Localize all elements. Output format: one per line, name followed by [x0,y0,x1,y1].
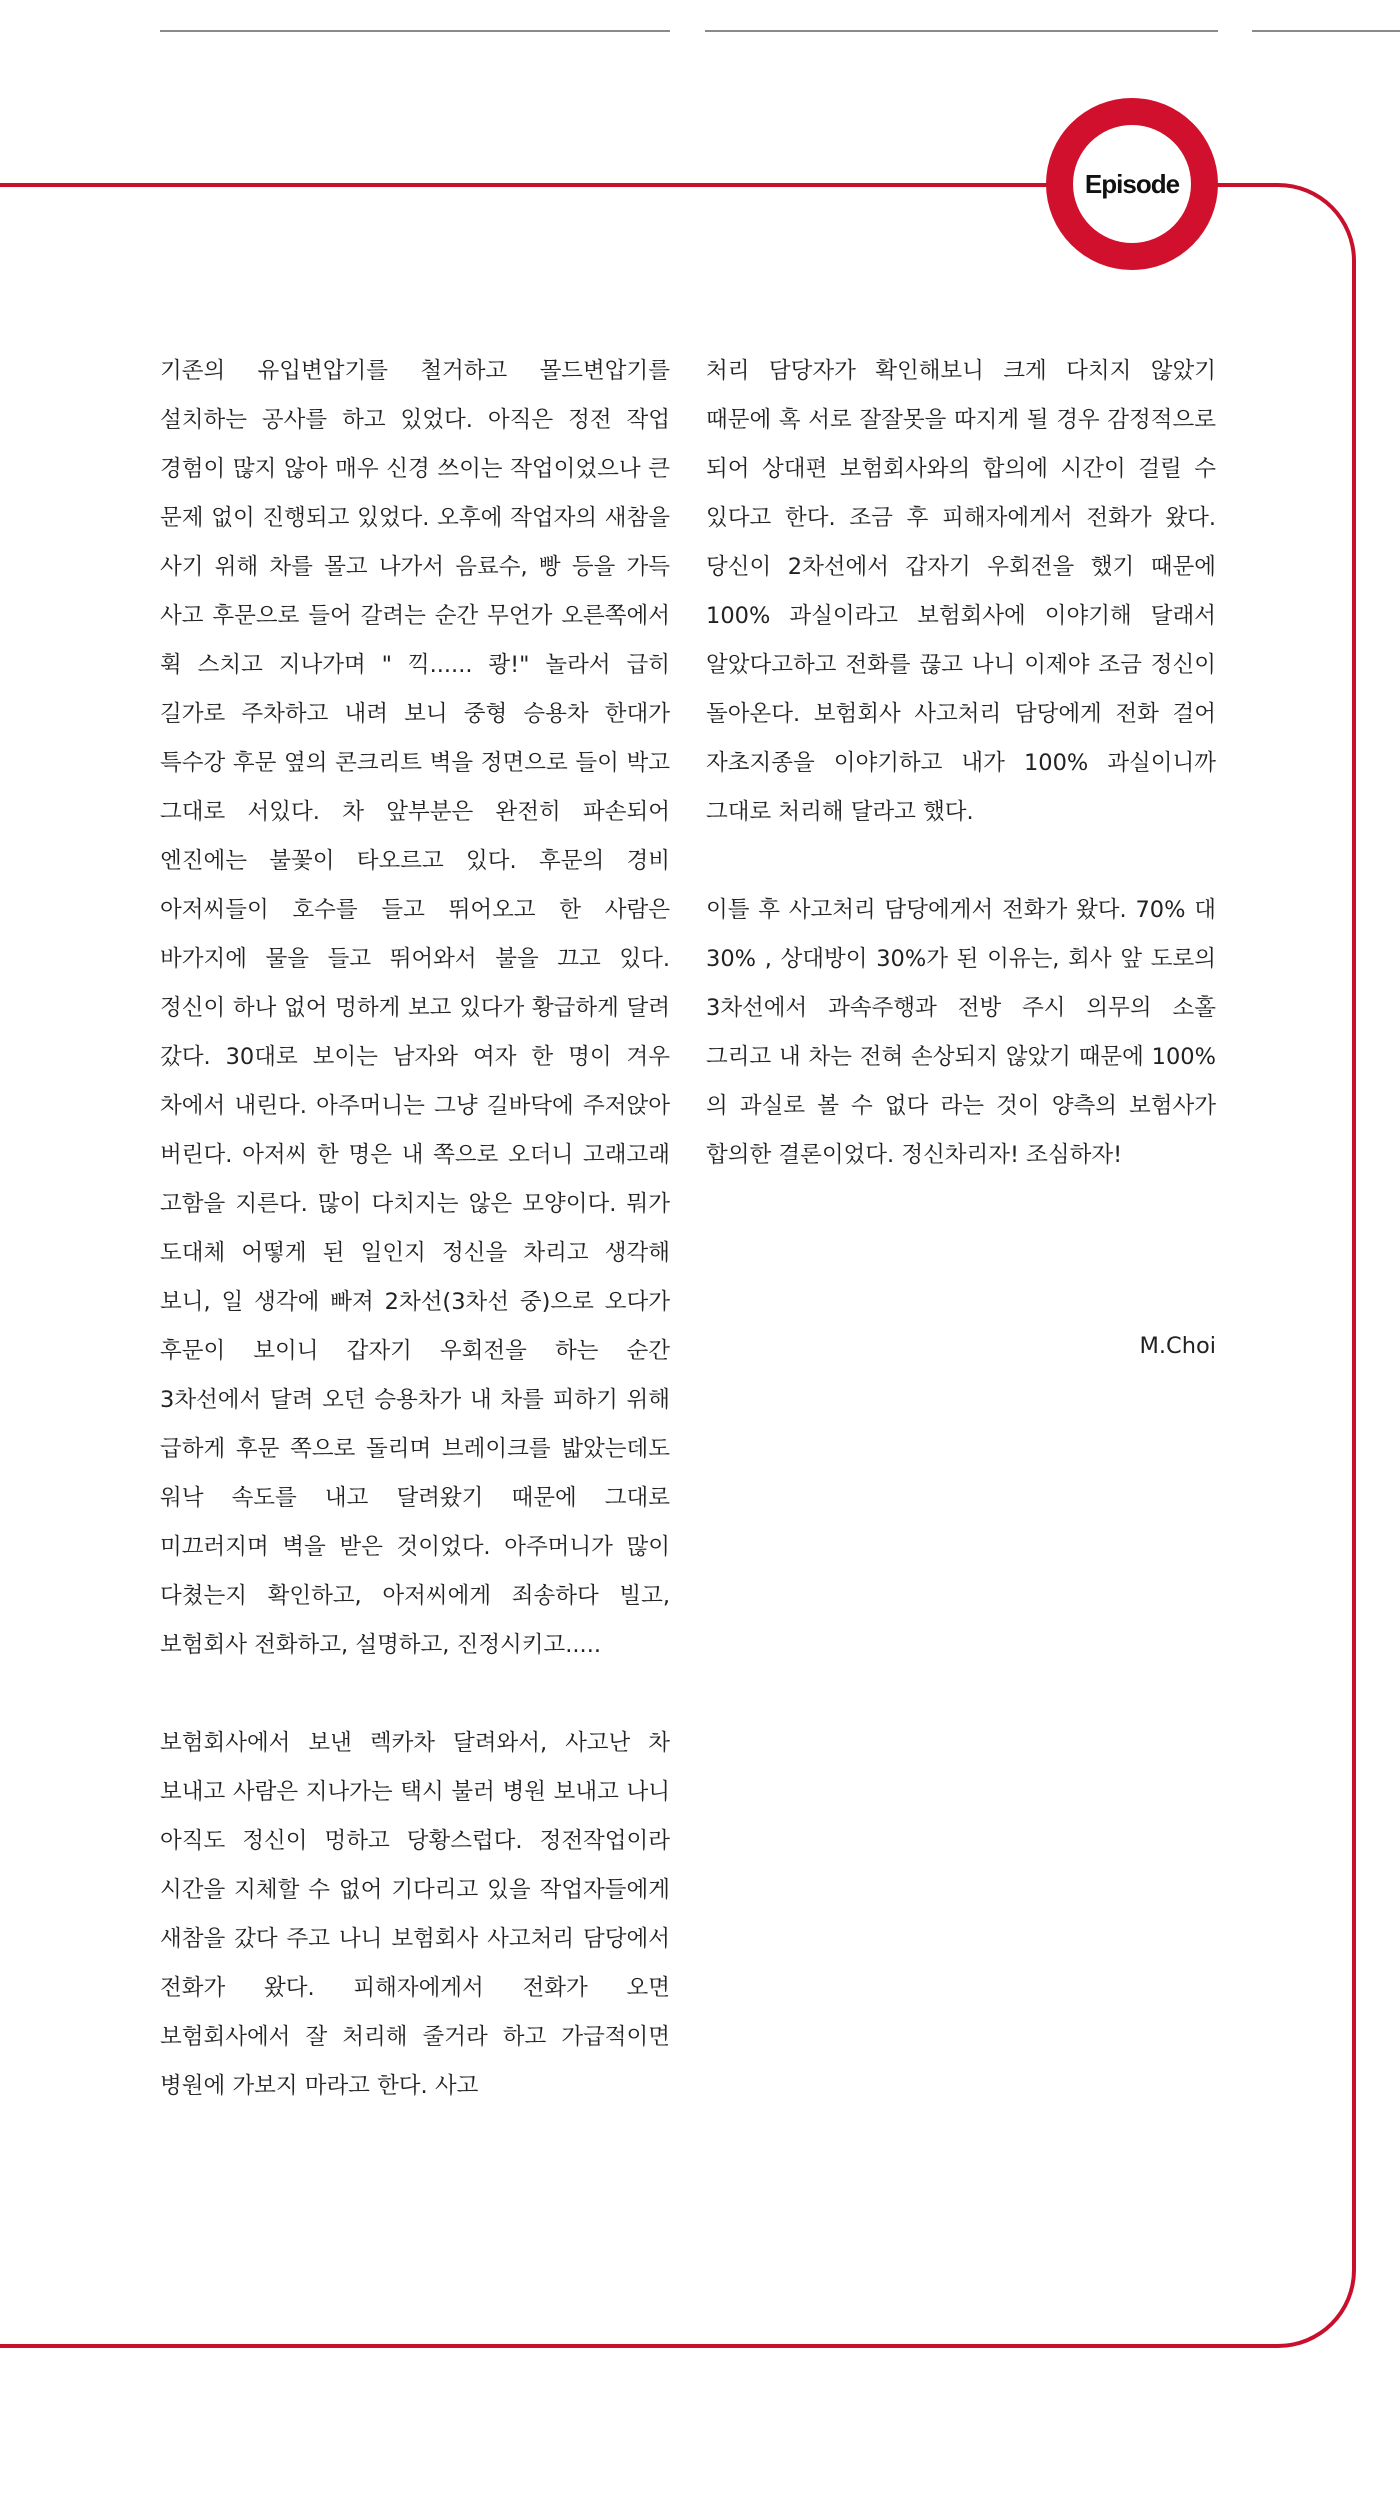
paragraph: 이틀 후 사고처리 담당에게서 전화가 왔다. 70% 대 30% , 상대방이 30%가 된 이유는, 회사 앞 도로의 3차선에서 과속주행과 전방 주시 의무의 소홀 그리고 내 차는 전혀 손상되지 않았기 때문에 100%의 과실로 볼 수 없다 라는 것이 양측의 보험사가 합의한 결론이었다. 정신차리자! 조심하자! [706,897,1216,1168]
top-divider-right [1252,30,1400,32]
paragraph-spacer [160,1670,670,1719]
left-text-column [160,347,670,2111]
top-divider-left [160,30,670,32]
top-divider-middle [705,30,1218,32]
author-signature: M.Choi [1139,1333,1216,1359]
episode-badge-label: Episode [1084,168,1180,199]
paragraph: 처리 담당자가 확인해보니 크게 다치지 않았기 때문에 혹 서로 잘잘못을 따지게 될 경우 감정적으로 되어 상대편 보험회사와의 합의에 시간이 걸릴 수 있다고 한다. 조금 후 피해자에게서 전화가 왔다. 당신이 2차선에서 갑자기 우회전을 했기 때문에 100% 과실이라고 보험회사에 이야기해 달래서 알았다고하고 전화를 끊고 나니 이제야 조금 정신이 돌아온다. 보험회사 사고처리 담당에게 전화 걸어 자초지종을 이야기하고 내가 100% 과실이니까 그대로 처리해 달라고 했다. [706,358,1216,825]
paragraph: 보험회사에서 보낸 렉카차 달려와서, 사고난 차 보내고 사람은 지나가는 택시 불러 병원 보내고 나니 아직도 정신이 멍하고 당황스럽다. 정전작업이라 시간을 지체할 수 없어 기다리고 있을 작업자들에게 새참을 갔다 주고 나니 보험회사 사고처리 담당에서 전화가 왔다. 피해자에게서 전화가 오면 보험회사에서 잘 처리해 줄거라 하고 가급적이면 병원에 가보지 마라고 한다. 사고 [160,1730,670,2099]
paragraph: 기존의 유입변압기를 철거하고 몰드변압기를 설치하는 공사를 하고 있었다. 아직은 정전 작업 경험이 많지 않아 매우 신경 쓰이는 작업이었으나 큰 문제 없이 진행되고 있었다. 오후에 작업자의 새참을 사기 위해 차를 몰고 나가서 음료수, 빵 등을 가득 사고 후문으로 들어 갈려는 순간 무언가 오른쪽에서 휙 스치고 지나가며 " 끽...... 쾅!" 놀라서 급히 길가로 주차하고 내려 보니 중형 승용차 한대가 특수강 후문 옆의 콘크리트 벽을 정면으로 들이 박고 그대로 서있다. 차 앞부분은 완전히 파손되어 엔진에는 불꽃이 타오르고 있다. 후문의 경비 아저씨들이 호수를 들고 뛰어오고 한 사람은 바가지에 물을 들고 뛰어와서 불을 끄고 있다. 정신이 하나 없어 멍하게 보고 있다가 황급하게 달려 갔다. 30대로 보이는 남자와 여자 한 명이 겨우 차에서 내린다. 아주머니는 그냥 길바닥에 주저앉아 버린다. 아저씨 한 명은 내 쪽으로 오더니 고래고래 고함을 지른다. 많이 다치지는 않은 모양이다. 뭐가 도대체 어떻게 된 일인지 정신을 차리고 생각해 보니, 일 생각에 빠져 2차선(3차선 중)으로 오다가 후문이 보이니 갑자기 우회전을 하는 순간 3차선에서 달려 오던 승용차가 내 차를 피하기 위해 급하게 후문 쪽으로 돌리며 브레이크를 밟았는데도 워낙 속도를 내고 달려왔기 때문에 그대로 미끄러지며 벽을 받은 것이었다. 아주머니가 많이 다쳤는지 확인하고, 아저씨에게 죄송하다 빌고, 보험회사 전화하고, 설명하고, 진정시키고..... [160,358,670,1658]
episode-badge [1046,98,1218,270]
paragraph-spacer [706,837,1216,886]
right-text-column [706,347,1216,1180]
episode-badge-inner [1073,125,1191,243]
